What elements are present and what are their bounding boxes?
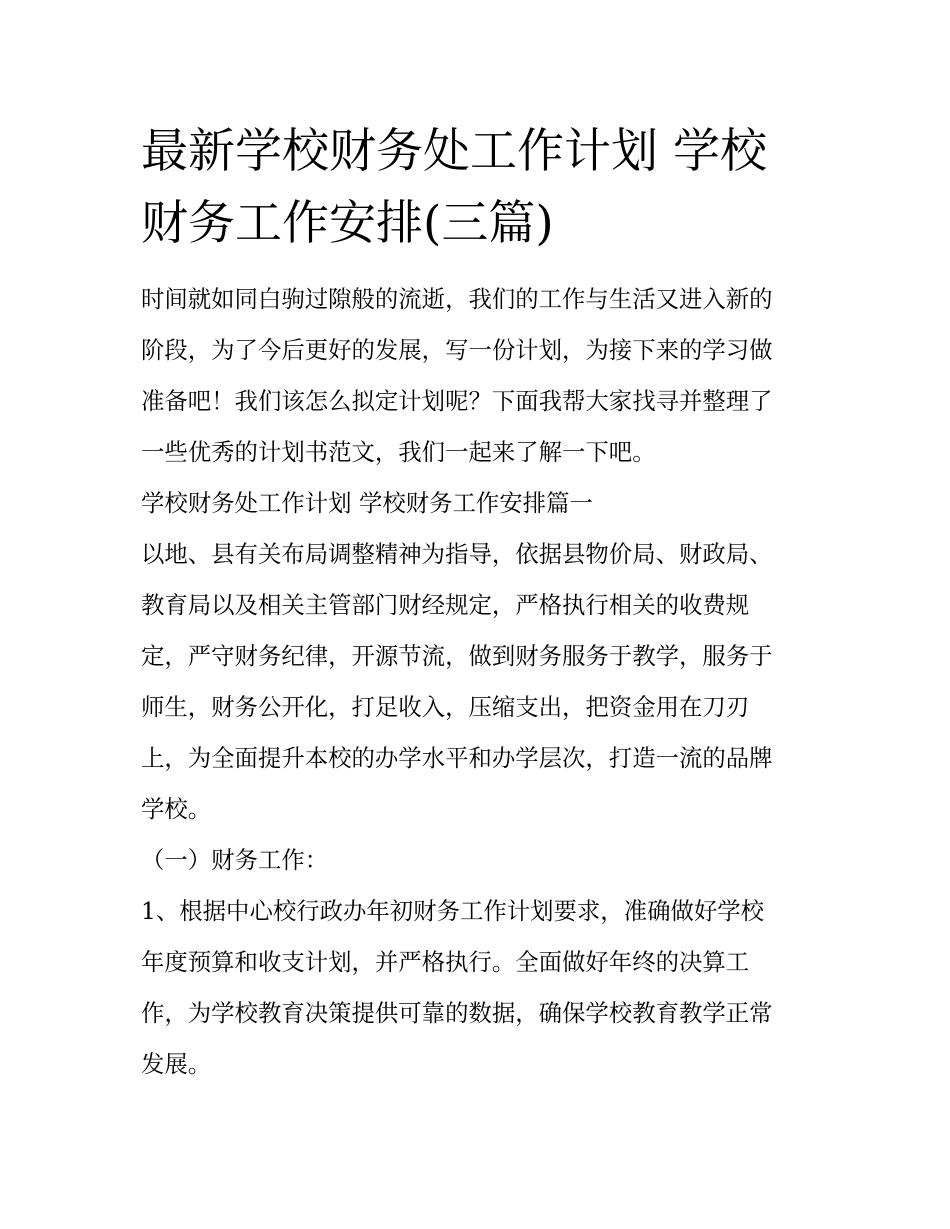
paragraph1-line-3: 定，严守财务纪律，开源节流，做到财务服务于教学，服务于 (141, 642, 773, 670)
item1-line-4: 发展。 (141, 1050, 212, 1078)
subheading (141, 835, 821, 886)
title-line-1: 最新学校财务处工作计划 学校 (141, 124, 767, 179)
item1-line-2: 年度预算和收支计划，并严格执行。全面做好年终的决算工 (141, 948, 750, 976)
paragraph1-line-4: 师生，财务公开化，打足收入，压缩支出，把资金用在刀刃 (141, 693, 750, 721)
paragraph1-line-2: 教育局以及相关主管部门财经规定，严格执行相关的收费规 (141, 591, 750, 619)
paragraph1-line-6: 学校。 (141, 795, 212, 823)
item1-line-3: 作，为学校教育决策提供可靠的数据，确保学校教育教学正常 (141, 999, 773, 1027)
section-heading-text: 学校财务处工作计划 学校财务工作安排篇一 (141, 489, 593, 517)
document-title (141, 116, 821, 260)
subheading-text: （一）财务工作： (141, 846, 329, 874)
intro-paragraph (141, 274, 821, 478)
section-heading (141, 478, 821, 529)
paragraph1-line-5: 上，为全面提升本校的办学水平和办学层次，打造一流的品牌 (141, 744, 773, 772)
intro-line-2: 阶段，为了今后更好的发展，写一份计划，为接下来的学习做 (141, 336, 773, 364)
paragraph1-line-1: 以地、县有关布局调整精神为指导，依据县物价局、财政局、 (141, 540, 773, 568)
intro-line-4: 一些优秀的计划书范文，我们一起来了解一下吧。 (141, 438, 656, 466)
list-item-1 (141, 886, 821, 1090)
intro-line-3: 准备吧！我们该怎么拟定计划呢？下面我帮大家找寻并整理了 (141, 387, 773, 415)
intro-line-1: 时间就如同白驹过隙般的流逝，我们的工作与生活又进入新的 (141, 285, 773, 313)
body-paragraph-1 (141, 529, 821, 835)
document-body (141, 116, 821, 1090)
title-line-2: 财务工作安排(三篇) (141, 196, 554, 251)
item1-line-1: 1、根据中心校行政办年初财务工作计划要求，准确做好学校 (141, 897, 765, 925)
